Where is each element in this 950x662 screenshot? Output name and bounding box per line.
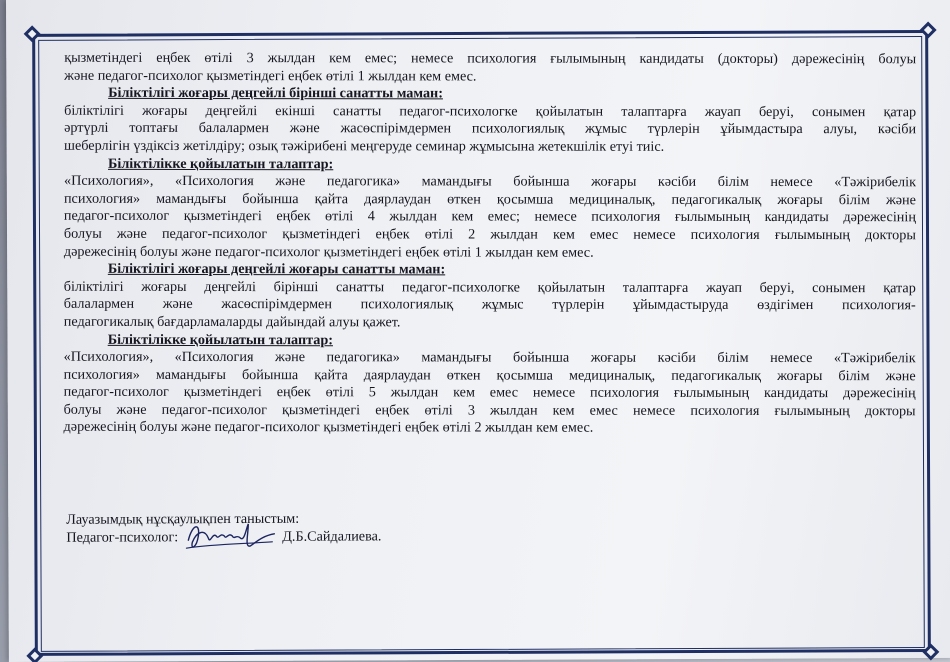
- text-line: педагогикалық бағдарламаларды дайындай алуы қажет.: [63, 313, 401, 331]
- document-page: [6, 0, 950, 662]
- section-heading: Біліктілікке қойылатын талаптар:: [108, 155, 334, 172]
- text-line: педагог-психолог қызметіндегі еңбек өтілі 5 жылдан кем емес немесе психология ғылымының кандидаты дәрежесінің: [63, 384, 916, 402]
- text-line: балалармен және жасөспірімдермен психологиялық жұмыс түрлерін ұйымдастыруда өздігімен психология-: [63, 296, 916, 314]
- signature-row: [66, 527, 381, 546]
- section-heading: Біліктілікке қойылатын талаптар:: [107, 331, 334, 348]
- text-line: әртүрлі топтағы балалармен және жасөспірімдермен психологиялық жұмыс түрлерін ұйымдастыра алуы, кәсіби: [64, 120, 917, 138]
- document-body: [64, 50, 917, 439]
- text-line: психология» мамандығы бойынша қайта даярлаудан өткен қосымша медициналық, педагогикалық жоғары білім және: [63, 366, 916, 384]
- section-heading: Біліктілігі жоғары деңгейлі бірінші санатты маман:: [108, 85, 443, 102]
- text-line: болуы және педагог-психолог қызметіндегі еңбек өтілі 3 жылдан кем емес немесе психология ғылымының докторы: [63, 401, 916, 420]
- text-line: біліктілігі жоғары деңгейлі екінші санатты педагог-психологке қойылатын талаптарға жауап беруі, сонымен қатар: [64, 102, 917, 121]
- acknowledgement-text: Лауазымдық нұсқаулықпен таныстым:: [66, 510, 300, 528]
- signer-role: Педагог-психолог:: [66, 529, 179, 546]
- signature-block: [66, 509, 381, 546]
- section-heading: Біліктілігі жоғары деңгейлі жоғары санатты маман:: [107, 260, 446, 278]
- text-line: біліктілігі жоғары деңгейлі бірінші санатты педагог-психологке қойылатын талаптарға жауап беруі, сонымен қатар: [63, 278, 916, 296]
- text-line: және педагог-психолог қызметіндегі еңбек өтілі 1 жылдан кем емес.: [64, 67, 477, 85]
- handwritten-signature: [182, 518, 278, 554]
- text-line: дәрежесінің болуы және педагог-психолог қызметіндегі еңбек өтілі 2 жылдан кем емес.: [63, 419, 594, 437]
- text-line: педагог-психолог қызметіндегі еңбек өтілі 4 жылдан кем емес; немесе психология ғылымының кандидаты дәрежесінің: [63, 208, 916, 226]
- signer-name: Д.Б.Сайдалиева.: [282, 528, 382, 545]
- text-line: қызметіндегі еңбек өтілі 3 жылдан кем емес; немесе психология ғылымының кандидаты (докторы) дәрежесінің болуы: [64, 49, 917, 68]
- text-line: «Психология», «Психология және педагогика» мамандығы бойынша жоғары кәсіби білім немесе «Тәжірибелік: [63, 348, 916, 367]
- text-line: болуы және педагог-психолог қызметіндегі еңбек өтілі 2 жылдан кем емес немесе психология ғылымының докторы: [63, 225, 916, 244]
- text-line: психология» мамандығы бойынша қайта даярлаудан өткен қосымша медициналық, педагогикалық жоғары білім және: [63, 190, 916, 208]
- text-line: дәрежесінің болуы және педагог-психолог қызметіндегі еңбек өтілі 1 жылдан кем емес.: [63, 243, 594, 261]
- text-line: шеберлігін үздіксіз жетілдіру; озық тәжірибені меңгеруде семинар жұмысына жетекшілік етуі тиіс.: [64, 137, 665, 155]
- text-line: «Психология», «Психология және педагогика» мамандығы бойынша жоғары кәсіби білім немесе «Тәжірибелік: [63, 172, 917, 191]
